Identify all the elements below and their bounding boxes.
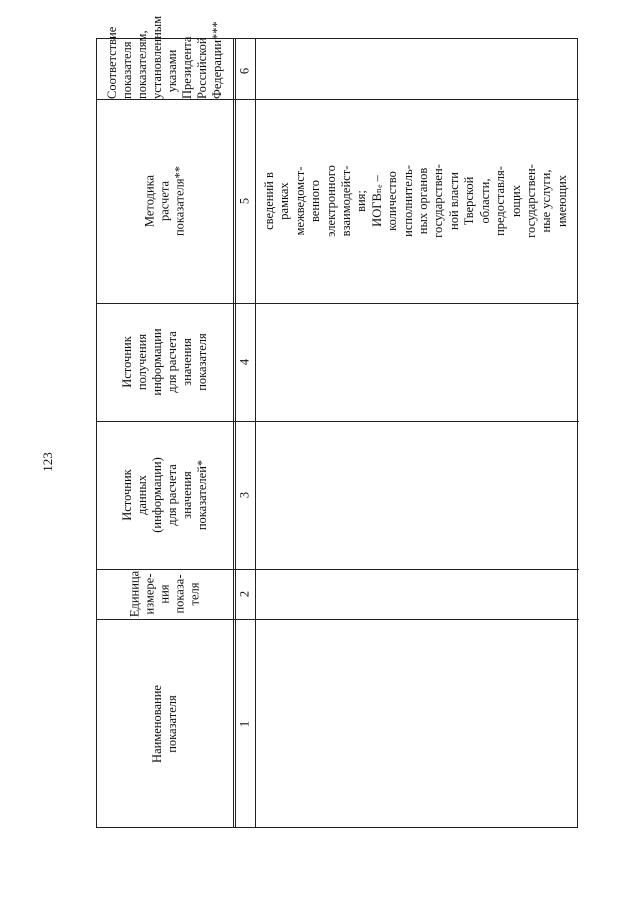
indicator-table	[96, 15, 578, 828]
header-col-2-label: Единица измере- ния показа- теля	[127, 570, 202, 618]
col-number-4-text: 4	[237, 358, 252, 366]
header-col-5-label: Методика расчета показателя**	[142, 165, 187, 237]
header-col-6-label: Соответствие показателя показателям, установленным указами Президента Российской Федерации***	[105, 15, 224, 99]
body-divider	[255, 39, 256, 827]
column-divider-5-4	[97, 303, 579, 304]
column-divider-4-3	[97, 421, 579, 422]
col-number-1-text: 1	[237, 720, 252, 728]
column-divider-3-2	[97, 569, 579, 570]
header-col-1-label: Наименование показателя	[150, 685, 179, 763]
col-number-5-text: 5	[237, 197, 252, 205]
body-col-5-text: сведений в рамках межведомст- венного электронного взаимодейст- вия; ИОГВₙₑ – количество исполнитель- ных органов государствен- ной власти Тверской области, предоставля- ющих государствен- ные услуги, имеющих	[261, 164, 569, 238]
number-row-divider	[235, 39, 236, 827]
column-divider-6-5	[97, 99, 579, 100]
page-number-text: 123	[40, 452, 55, 472]
header-col-4-label: Источник получения информации для расчета значения показателя	[120, 328, 209, 396]
header-col-3-label: Источник данных (информации) для расчета значения показателей*	[120, 457, 209, 533]
col-number-3-text: 3	[237, 491, 252, 499]
header-divider	[233, 39, 234, 827]
column-divider-2-1	[97, 619, 579, 620]
col-number-2-text: 2	[237, 590, 252, 598]
col-number-6-text: 6	[237, 67, 252, 75]
